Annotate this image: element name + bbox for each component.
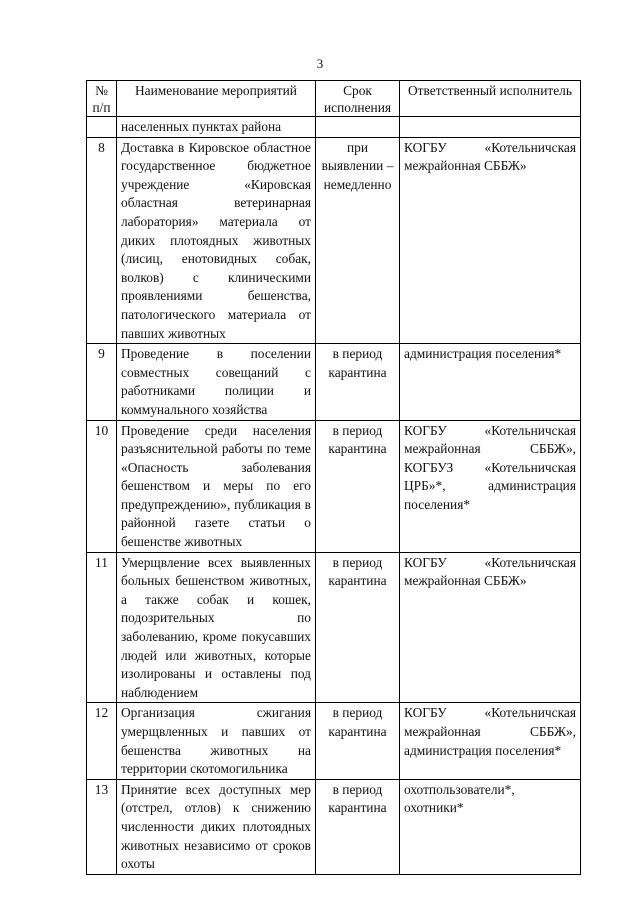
table-row xyxy=(87,420,581,552)
cell-name: Организация сжигания умерщвленных и павших от бешенства животных на территории скотомогильника xyxy=(117,703,316,779)
cell-number: 10 xyxy=(87,420,117,552)
cell-term: в период карантина xyxy=(316,779,400,874)
cell-responsible: администрация поселения* xyxy=(400,344,581,420)
measures-table xyxy=(86,80,581,875)
cell-number: 11 xyxy=(87,552,117,703)
header-number: № п/п xyxy=(87,81,117,117)
cell-number: 8 xyxy=(87,137,117,344)
cell-number: 9 xyxy=(87,344,117,420)
header-name: Наименование мероприятий xyxy=(117,81,316,117)
cell-name: Доставка в Кировское областное государственное бюджетное учреждение «Кировская областная ветеринарная лаборатория» материала от диких плотоядных животных (лисиц, енотовидных собак, волков) с клиническими проявлениями бешенства, патологического материала от павших животных xyxy=(117,137,316,344)
cell-number: 13 xyxy=(87,779,117,874)
table-row xyxy=(87,344,581,420)
cell-name: Умерщвление всех выявленных больных бешенством животных, а также собак и кошек, подозрительных по заболеванию, кроме покусавших людей или животных, которые изолированы и оставлены под наблюдением xyxy=(117,552,316,703)
cell-name: Проведение в поселении совместных совещаний с работниками полиции и коммунального хозяйства xyxy=(117,344,316,420)
table-row xyxy=(87,137,581,344)
cell-term xyxy=(316,117,400,138)
table-header-row xyxy=(87,81,581,117)
header-term: Срок исполнения xyxy=(316,81,400,117)
cell-number: 12 xyxy=(87,703,117,779)
table-row-continuation xyxy=(87,117,581,138)
table-row xyxy=(87,703,581,779)
table-row xyxy=(87,779,581,874)
table-row xyxy=(87,552,581,703)
page-number: 3 xyxy=(316,56,324,71)
cell-term: в период карантина xyxy=(316,344,400,420)
cell-name: Проведение среди населения разъяснительной работы по теме «Опасность заболевания бешенством и меры по его предупреждению», публикация в районной газете статьи о бешенстве животных xyxy=(117,420,316,552)
cell-term: при выявлении – немедленно xyxy=(316,137,400,344)
cell-name: Принятие всех доступных мер (отстрел, отлов) к снижению численности диких плотоядных животных независимо от сроков охоты xyxy=(117,779,316,874)
cell-term: в период карантина xyxy=(316,420,400,552)
cell-term: в период карантина xyxy=(316,552,400,703)
cell-responsible: КОГБУ «Котельничская межрайонная СББЖ», администрация поселения* xyxy=(400,703,581,779)
cell-name: населенных пунктах района xyxy=(117,117,316,138)
cell-responsible: КОГБУ «Котельничская межрайонная СББЖ» xyxy=(400,137,581,344)
cell-responsible: КОГБУ «Котельничская межрайонная СББЖ», КОГБУЗ «Котельничская ЦРБ»*, администрация поселения* xyxy=(400,420,581,552)
header-responsible: Ответственный исполнитель xyxy=(400,81,581,117)
cell-term: в период карантина xyxy=(316,703,400,779)
cell-responsible: охотпользователи*, охотники* xyxy=(400,779,581,874)
cell-responsible xyxy=(400,117,581,138)
cell-number xyxy=(87,117,117,138)
cell-responsible: КОГБУ «Котельничская межрайонная СББЖ» xyxy=(400,552,581,703)
